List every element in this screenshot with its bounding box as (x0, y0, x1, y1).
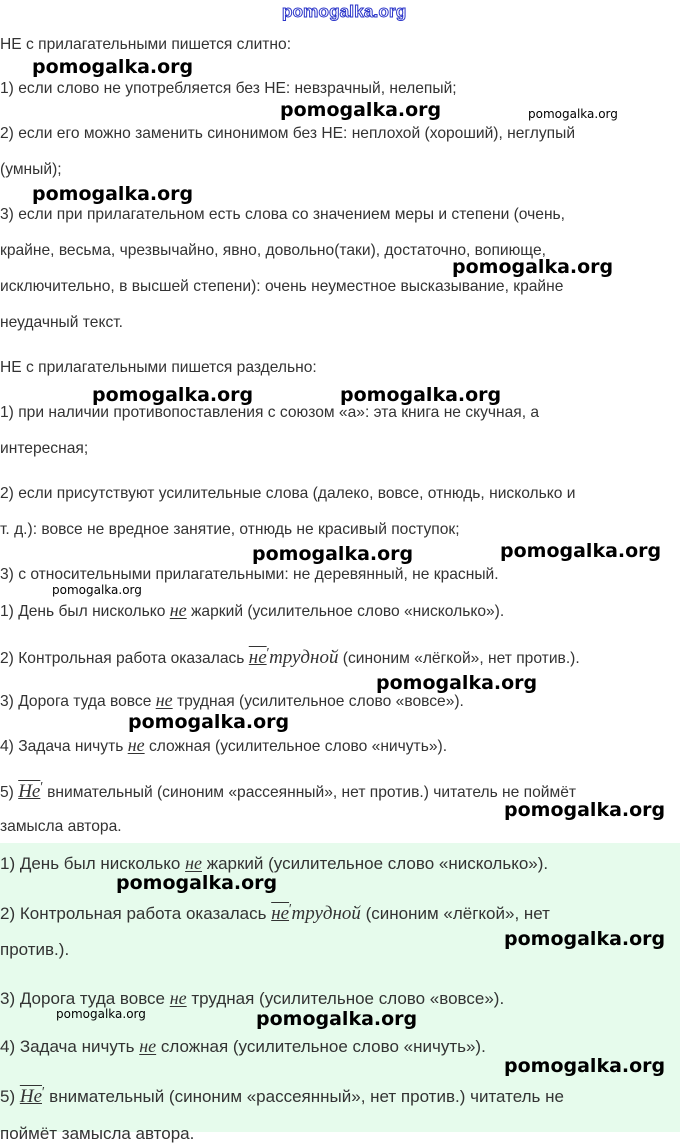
rules-title-together: НЕ с прилагательными пишется слитно: (0, 36, 292, 53)
ne-particle: не (169, 988, 187, 1008)
watermark: pomogalka.org (340, 384, 502, 406)
rule-line: 3) с относительными прилагательными: не деревянный, не красный. (0, 566, 499, 583)
rule-line: 1) при наличии противопоставления с союзом «а»: эта книга не скучная, а (0, 404, 540, 421)
example-item: 2) Контрольная работа оказалась не′трудной (синоним «лёгкой», нет против.). (0, 645, 580, 668)
watermark: pomogalka.org (52, 583, 142, 597)
rule-line: 3) если при прилагательном есть слова со значением меры и степени (очень, (0, 206, 566, 223)
rule-line: исключительно, в высшей степени): очень неуместное высказывание, крайне (0, 278, 564, 295)
ne-particle: не (169, 600, 187, 620)
watermark: pomogalka.org (500, 540, 662, 562)
watermark: pomogalka.org (252, 543, 414, 565)
watermark: pomogalka.org (504, 928, 666, 950)
example-item: 5) Не′ внимательный (синоним «рассеянный», нет против.) читатель не поймёт (0, 779, 577, 802)
rule-line: крайне, весьма, чрезвычайно, явно, довольно(таки), достаточно, вопиюще, (0, 242, 546, 259)
watermark: pomogalka.org (56, 1007, 146, 1021)
answer-item-cont: против.). (0, 940, 70, 959)
rule-line: 2) если присутствуют усилительные слова (далеко, вовсе, отнюдь, нисколько и (0, 485, 576, 502)
example-item: 1) День был нисколько не жаркий (усилительное слово «нисколько»). (0, 600, 505, 620)
watermark: pomogalka.org (32, 183, 194, 205)
watermark: pomogalka.org (528, 107, 618, 121)
ne-particle: не (127, 735, 145, 755)
answer-item: 5) Не′ внимательный (синоним «рассеянный», нет против.) читатель не (0, 1084, 564, 1107)
rule-line: неудачный текст. (0, 314, 123, 331)
answer-item: 3) Дорога туда вовсе не трудная (усилительное слово «вовсе»). (0, 988, 505, 1008)
watermark: pomogalka.org (504, 799, 666, 821)
example-item-cont: замысла автора. (0, 818, 122, 835)
answer-item: 2) Контрольная работа оказалась не′трудной (синоним «лёгкой», нет (0, 901, 550, 924)
site-logo[interactable]: pomogalka.org (282, 2, 407, 21)
answer-item: 4) Задача ничуть не сложная (усилительное слово «ничуть»). (0, 1036, 486, 1056)
watermark: pomogalka.org (256, 1008, 418, 1030)
example-item: 3) Дорога туда вовсе не трудная (усилительное слово «вовсе»). (0, 690, 464, 710)
ne-prefix: Не (19, 1086, 42, 1107)
watermark: pomogalka.org (32, 56, 194, 78)
ne-particle: не (139, 1036, 157, 1056)
rule-line: интересная; (0, 440, 89, 457)
watermark: pomogalka.org (92, 384, 254, 406)
answer-item: 1) День был нисколько не жаркий (усилительное слово «нисколько»). (0, 853, 549, 873)
ne-particle: не (185, 853, 202, 873)
ne-prefix: Не (18, 781, 41, 802)
watermark: pomogalka.org (452, 256, 614, 278)
watermark: pomogalka.org (128, 711, 290, 733)
answer-panel (0, 843, 680, 1143)
rule-line: 2) если его можно заменить синонимом без НЕ: неплохой (хороший), неглупый (0, 125, 576, 142)
watermark: pomogalka.org (116, 872, 278, 894)
watermark: pomogalka.org (280, 99, 442, 121)
rule-line: 1) если слово не употребляется без НЕ: невзрачный, нелепый; (0, 80, 457, 97)
rule-line: т. д.): вовсе не вредное занятие, отнюдь не красивый поступок; (0, 521, 460, 538)
rules-title-separate: НЕ с прилагательными пишется раздельно: (0, 359, 317, 376)
watermark: pomogalka.org (376, 672, 538, 694)
ne-particle: не (155, 690, 173, 710)
example-item: 4) Задача ничуть не сложная (усилительное слово «ничуть»). (0, 735, 448, 755)
ne-prefix: не (271, 903, 290, 924)
answer-item-cont: поймёт замысла автора. (0, 1124, 195, 1143)
ne-prefix: не (248, 647, 267, 668)
watermark: pomogalka.org (504, 1055, 666, 1077)
rule-line: (умный); (0, 161, 62, 178)
